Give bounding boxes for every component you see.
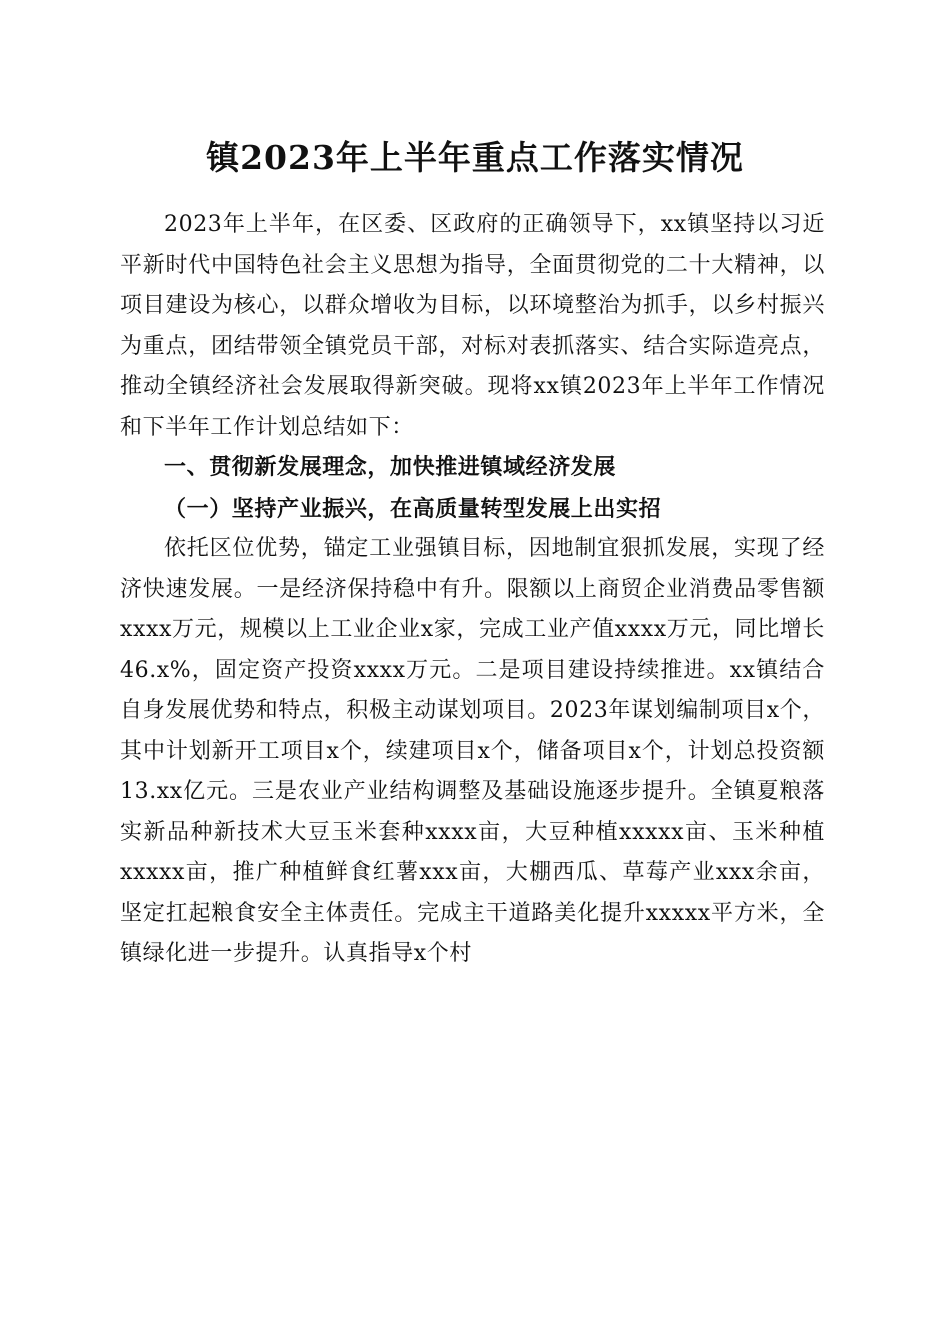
- intro-paragraph: 2023年上半年，在区委、区政府的正确领导下，xx镇坚持以习近平新时代中国特色社会主义思想为指导，全面贯彻党的二十大精神，以项目建设为核心，以群众增收为目标，以环境整治为抓手，以乡村振兴为重点，团结带领全镇党员干部，对标对表抓落实、结合实际造亮点，推动全镇经济社会发展取得新突破。现将xx镇2023年上半年工作情况和下半年工作计划总结如下：: [120, 212, 825, 440]
- document-title: 镇2023年上半年重点工作落实情况: [206, 138, 744, 177]
- subsection-heading: （一）坚持产业振兴，在高质量转型发展上出实招: [164, 495, 662, 522]
- document-body: [120, 205, 825, 975]
- body-paragraph: 依托区位优势，锚定工业强镇目标，因地制宜狠抓发展，实现了经济快速发展。一是经济保持稳中有升。限额以上商贸企业消费品零售额xxxx万元，规模以上工业企业x家，完成工业产值xxxx万元，同比增长46.x%，固定资产投资xxxx万元。二是项目建设持续推进。xx镇结合自身发展优势和特点，积极主动谋划项目。2023年谋划编制项目x个，其中计划新开工项目x个，续建项目x个，储备项目x个，计划总投资额13.xx亿元。三是农业产业结构调整及基础设施逐步提升。全镇夏粮落实新品种新技术大豆玉米套种xxxx亩，大豆种植xxxxx亩、玉米种植xxxxx亩，推广种植鲜食红薯xxx亩，大棚西瓜、草莓产业xxx余亩，坚定扛起粮食安全主体责任。完成主干道路美化提升xxxxx平方米，全镇绿化进一步提升。认真指导x个村: [120, 536, 825, 966]
- section-heading: 一、贯彻新发展理念，加快推进镇域经济发展: [164, 455, 617, 480]
